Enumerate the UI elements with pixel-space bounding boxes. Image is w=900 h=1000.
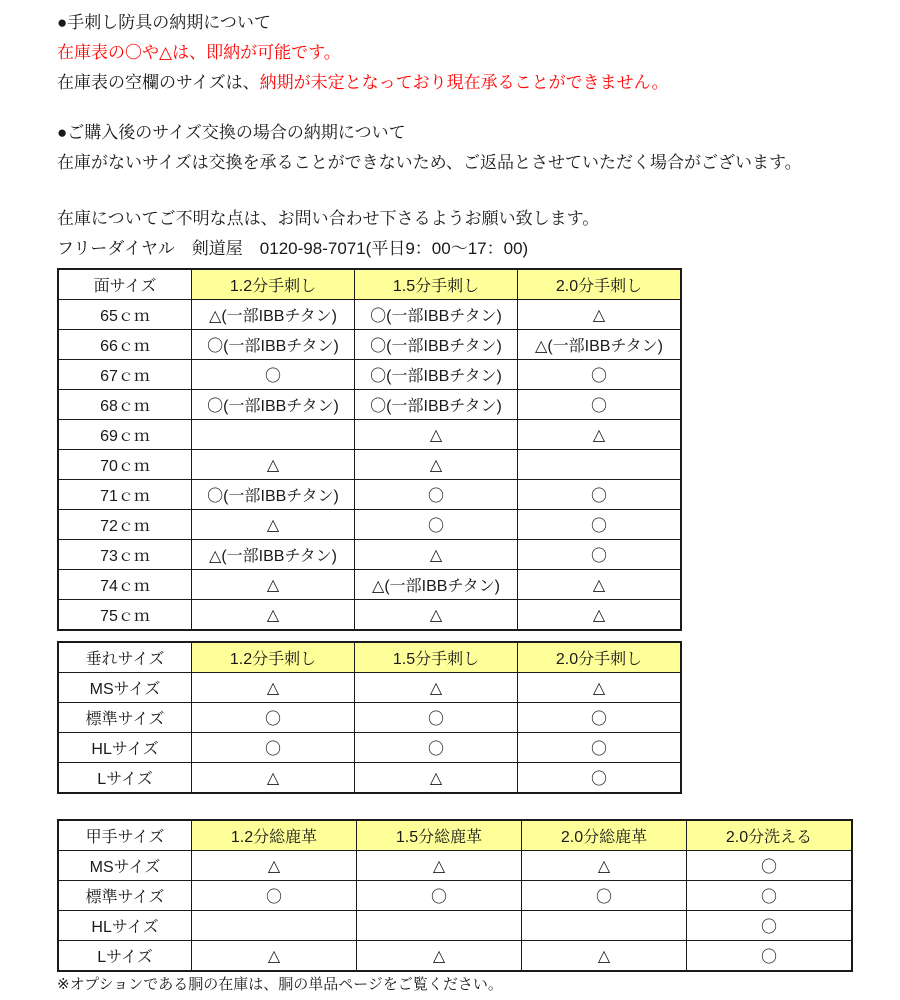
table-row [58,600,681,631]
stock-status-cell: 〇 [518,733,682,763]
stock-status-cell: △ [522,851,687,881]
stock-status-cell: △ [518,420,682,450]
stock-status-cell: △ [518,570,682,600]
row-label: 72ｃｍ [58,510,192,540]
stock-status-cell: 〇 [192,881,357,911]
row-label-column-header: 甲手サイズ [58,820,192,851]
stock-status-cell: 〇 [518,390,682,420]
stock-status-cell: 〇(一部IBBチタン) [192,480,355,510]
column-header: 1.5分手刺し [355,642,518,673]
stock-status-cell: 〇 [687,851,853,881]
stock-status-cell: △ [192,851,357,881]
column-header: 1.2分手刺し [192,642,355,673]
stock-status-cell: 〇 [192,703,355,733]
stock-status-cell: 〇 [192,360,355,390]
table-row [58,733,681,763]
stock-status-cell: 〇(一部IBBチタン) [355,330,518,360]
stock-status-cell [518,450,682,480]
row-label: HLサイズ [58,733,192,763]
stock-status-cell: 〇 [357,881,522,911]
row-label: 74ｃｍ [58,570,192,600]
stock-status-cell: 〇(一部IBBチタン) [355,300,518,330]
table-row [58,941,852,972]
column-header: 1.2分総鹿革 [192,820,357,851]
table-row [58,450,681,480]
stock-status-cell: 〇(一部IBBチタン) [192,390,355,420]
column-header: 1.5分手刺し [355,269,518,300]
row-label: MSサイズ [58,673,192,703]
column-header: 2.0分手刺し [518,269,682,300]
stock-status-cell [357,911,522,941]
row-label: 71ｃｍ [58,480,192,510]
note-blank-sizes-black-part: 在庫表の空欄のサイズは、 [57,73,260,92]
column-header: 2.0分洗える [687,820,853,851]
header-row [58,820,852,851]
row-label: 73ｃｍ [58,540,192,570]
stock-status-cell: 〇(一部IBBチタン) [355,390,518,420]
row-label: 75ｃｍ [58,600,192,631]
stock-status-cell: 〇 [192,733,355,763]
stock-status-cell: △ [192,570,355,600]
table-row [58,420,681,450]
stock-status-cell: △ [355,600,518,631]
stock-status-cell: △ [355,450,518,480]
stock-status-cell: △ [355,673,518,703]
table-row [58,673,681,703]
table-row [58,881,852,911]
table-row [58,911,852,941]
table-row [58,360,681,390]
stock-status-cell: △ [355,540,518,570]
table-row [58,510,681,540]
stock-status-cell: △ [357,851,522,881]
table-row [58,330,681,360]
row-label-column-header: 垂れサイズ [58,642,192,673]
row-label: 標準サイズ [58,881,192,911]
stock-status-cell: 〇 [518,703,682,733]
stock-status-cell: △(一部IBBチタン) [518,330,682,360]
heading-hand-stitched-delivery: ●手刺し防具の納期について [57,13,271,32]
heading-size-exchange-delivery: ●ご購入後のサイズ交換の場合の納期について [57,123,406,142]
footer-note: ※オプションである胴の在庫は、胴の単品ページをご覧ください。 [57,976,503,993]
row-label: Lサイズ [58,941,192,972]
note-blank-sizes-red-part: 納期が未定となっており現在承ることができません。 [259,73,669,92]
note-exchange-return: 在庫がないサイズは交換を承ることができないため、ご返品とさせていただく場合がございます。 [57,153,802,172]
table-row [58,390,681,420]
column-header: 1.5分総鹿革 [357,820,522,851]
table-row [58,851,852,881]
table-row [58,703,681,733]
intro-text-block [57,8,900,264]
note-immediate-delivery: 在庫表の〇や△は、即納が可能です。 [57,43,341,62]
stock-status-cell: △ [192,600,355,631]
row-label: 68ｃｍ [58,390,192,420]
row-label: 69ｃｍ [58,420,192,450]
note-contact-inquiry: 在庫についてご不明な点は、お問い合わせ下さるようお願い致します。 [57,209,600,228]
table-row [58,540,681,570]
row-label: 70ｃｍ [58,450,192,480]
stock-status-cell [192,911,357,941]
stock-status-cell: △ [522,941,687,972]
stock-status-cell: △ [192,941,357,972]
stock-status-cell: 〇 [518,763,682,794]
stock-status-cell: 〇 [355,703,518,733]
row-label: HLサイズ [58,911,192,941]
header-row [58,269,681,300]
stock-status-cell: △ [357,941,522,972]
stock-status-cell [192,420,355,450]
column-header: 2.0分総鹿革 [522,820,687,851]
stock-status-cell: △ [518,300,682,330]
table-row [58,763,681,794]
row-label: Lサイズ [58,763,192,794]
column-header: 2.0分手刺し [518,642,682,673]
tare-size-stock-table [57,641,682,794]
stock-status-cell: △ [518,673,682,703]
stock-status-cell: 〇 [355,480,518,510]
stock-status-cell: 〇 [687,941,853,972]
stock-status-cell: 〇 [355,733,518,763]
stock-status-cell: △ [192,450,355,480]
stock-status-cell: △ [192,510,355,540]
row-label-column-header: 面サイズ [58,269,192,300]
stock-status-cell: △ [355,763,518,794]
stock-status-cell: △ [192,673,355,703]
column-header: 1.2分手刺し [192,269,355,300]
row-label: 66ｃｍ [58,330,192,360]
table-row [58,300,681,330]
row-label: MSサイズ [58,851,192,881]
phone-line: フリーダイヤル 剣道屋 0120-98-7071(平日9：00～17：00) [57,239,529,258]
stock-status-cell: 〇 [518,540,682,570]
stock-status-cell: △(一部IBBチタン) [355,570,518,600]
note-blank-sizes [57,68,900,98]
row-label: 標準サイズ [58,703,192,733]
header-row [58,642,681,673]
stock-status-cell: 〇 [687,911,853,941]
stock-status-cell: △(一部IBBチタン) [192,540,355,570]
men-size-stock-table [57,268,682,631]
stock-status-cell: 〇 [518,360,682,390]
stock-status-cell: 〇 [355,510,518,540]
stock-status-cell: 〇(一部IBBチタン) [192,330,355,360]
stock-status-cell: 〇 [522,881,687,911]
table-row [58,570,681,600]
kote-size-stock-table [57,819,853,972]
stock-status-cell: △ [355,420,518,450]
stock-status-cell: △(一部IBBチタン) [192,300,355,330]
stock-status-cell: △ [518,600,682,631]
stock-status-cell [522,911,687,941]
stock-status-cell: 〇 [687,881,853,911]
row-label: 67ｃｍ [58,360,192,390]
stock-status-cell: △ [192,763,355,794]
row-label: 65ｃｍ [58,300,192,330]
stock-status-cell: 〇 [518,480,682,510]
stock-status-cell: 〇 [518,510,682,540]
table-row [58,480,681,510]
stock-status-cell: 〇(一部IBBチタン) [355,360,518,390]
